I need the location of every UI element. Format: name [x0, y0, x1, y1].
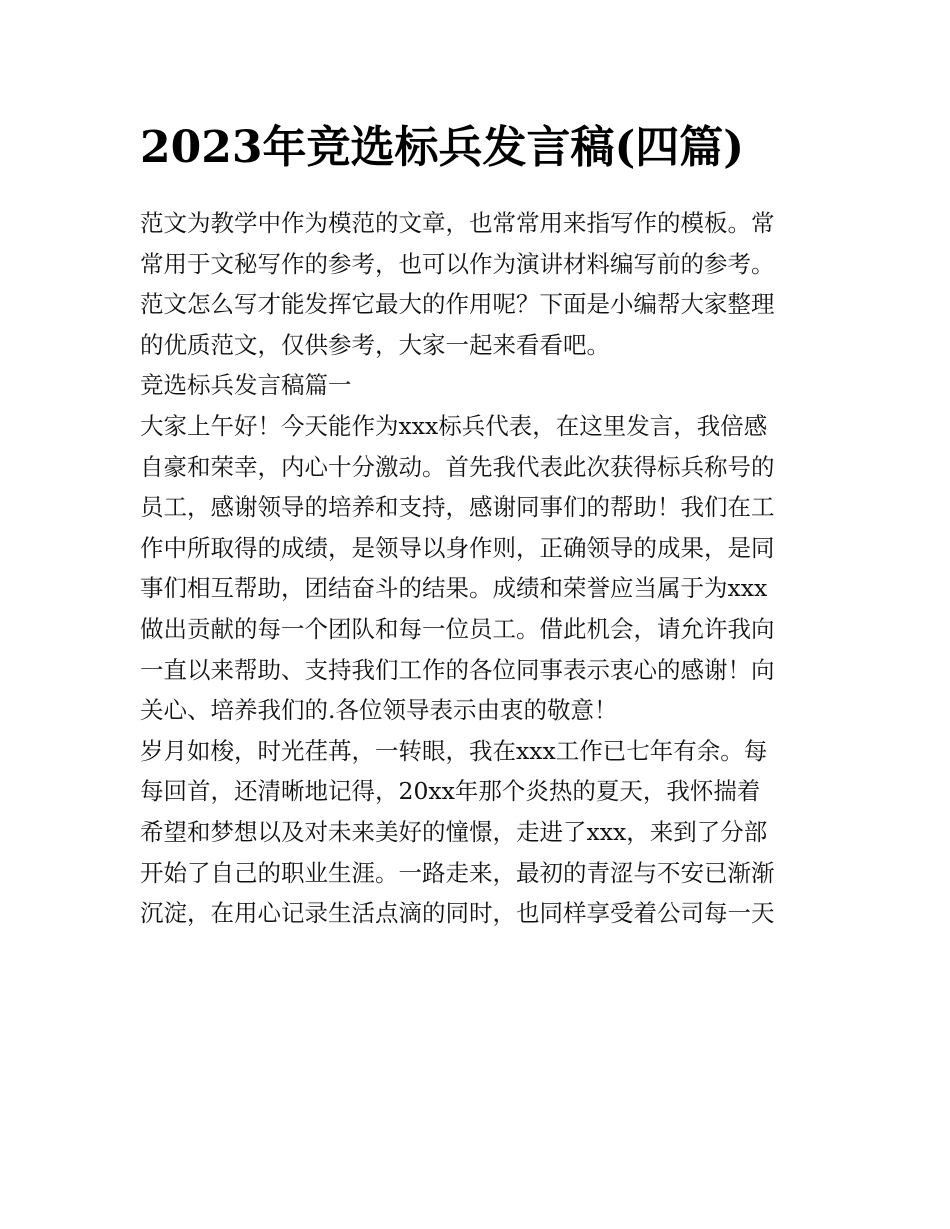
paragraph-line: 希望和梦想以及对未来美好的憧憬，走进了xxx，来到了分部	[140, 817, 768, 846]
paragraph-line: 员工，感谢领导的培养和支持，感谢同事们的帮助！我们在工	[140, 493, 775, 522]
paragraph-line: 一直以来帮助、支持我们工作的各位同事表示衷心的感谢！向	[140, 655, 775, 684]
intro-line-2: 常用于文秘写作的参考，也可以作为演讲材料编写前的参考。	[140, 249, 775, 278]
paragraph-line: 开始了自己的职业生涯。一路走来，最初的青涩与不安已渐渐	[140, 858, 775, 887]
paragraph-line: 事们相互帮助，团结奋斗的结果。成绩和荣誉应当属于为xxx	[140, 574, 768, 603]
section-heading: 竞选标兵发言稿篇一	[140, 371, 352, 400]
paragraph-line: 关心、培养我们的.各位领导表示由衷的敬意！	[140, 696, 618, 725]
paragraph-line: 作中所取得的成绩，是领导以身作则，正确领导的成果，是同	[140, 533, 775, 562]
paragraph-line: 做出贡献的每一个团队和每一位员工。借此机会，请允许我向	[140, 614, 775, 643]
paragraph-line: 沉淀，在用心记录生活点滴的同时，也同样享受着公司每一天	[140, 899, 775, 928]
paragraph-line: 大家上午好！今天能作为xxx标兵代表，在这里发言，我倍感	[140, 411, 768, 440]
document-body	[140, 203, 820, 934]
intro-line-3: 范文怎么写才能发挥它最大的作用呢？下面是小编帮大家整理	[140, 290, 775, 319]
intro-line-4: 的优质范文，仅供参考，大家一起来看看吧。	[140, 330, 610, 359]
document-title: 2023年竞选标兵发言稿(四篇)	[140, 122, 745, 173]
intro-line-1: 范文为教学中作为模范的文章，也常常用来指写作的模板。常	[140, 209, 775, 237]
paragraph-line: 岁月如梭，时光荏苒，一转眼，我在xxx工作已七年有余。每	[140, 736, 768, 765]
paragraph-line: 自豪和荣幸，内心十分激动。首先我代表此次获得标兵称号的	[140, 452, 775, 481]
paragraph-line: 每回首，还清晰地记得，20xx年那个炎热的夏天，我怀揣着	[140, 777, 761, 806]
